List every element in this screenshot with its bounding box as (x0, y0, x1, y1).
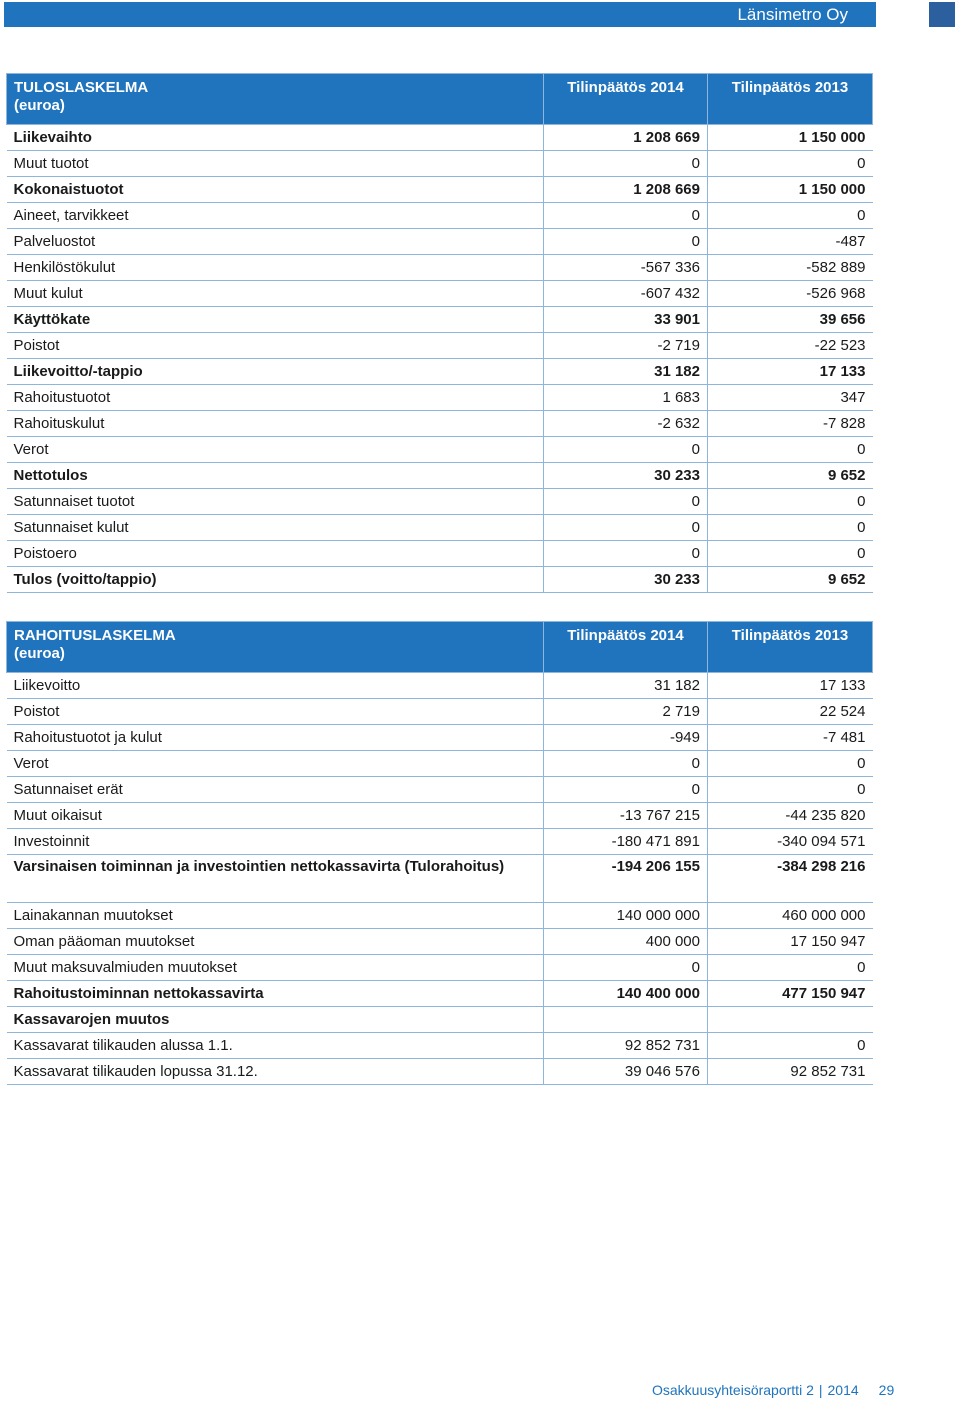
value-2013: -22 523 (708, 333, 873, 359)
table-row (7, 673, 873, 699)
table-row (7, 981, 873, 1007)
value-2014: 0 (544, 437, 708, 463)
table-row (7, 699, 873, 725)
row-label: Satunnaiset kulut (7, 515, 544, 541)
value-2013: -582 889 (708, 255, 873, 281)
value-2013: 0 (708, 203, 873, 229)
value-2013: 9 652 (708, 463, 873, 489)
value-2013: 0 (708, 515, 873, 541)
table-row (7, 829, 873, 855)
value-2013: 0 (708, 489, 873, 515)
row-label: Oman pääoman muutokset (7, 929, 544, 955)
value-2014: 1 683 (544, 385, 708, 411)
value-2013: 347 (708, 385, 873, 411)
value-2013: 92 852 731 (708, 1059, 873, 1085)
row-label: Muut maksuvalmiuden muutokset (7, 955, 544, 981)
table-row (7, 803, 873, 829)
value-2013: -487 (708, 229, 873, 255)
value-2014: 39 046 576 (544, 1059, 708, 1085)
row-label: Rahoituskulut (7, 411, 544, 437)
row-label: Henkilöstökulut (7, 255, 544, 281)
value-2013: 17 133 (708, 359, 873, 385)
value-2014: -2 719 (544, 333, 708, 359)
cash-flow-title: RAHOITUSLASKELMA (euroa) (7, 622, 544, 673)
table-row (7, 307, 873, 333)
value-2014: 1 208 669 (544, 125, 708, 151)
table-row (7, 151, 873, 177)
row-label: Liikevoitto (7, 673, 544, 699)
value-2013: -340 094 571 (708, 829, 873, 855)
value-2013: 39 656 (708, 307, 873, 333)
row-label: Liikevoitto/-tappio (7, 359, 544, 385)
column-header-2013: Tilinpäätös 2013 (708, 74, 873, 125)
table-row (7, 929, 873, 955)
table-row (7, 281, 873, 307)
value-2013: -384 298 216 (708, 855, 873, 903)
footer-separator: | (818, 1382, 823, 1398)
table-row (7, 1007, 873, 1033)
value-2014: 140 000 000 (544, 903, 708, 929)
value-2013: -526 968 (708, 281, 873, 307)
value-2013: 22 524 (708, 699, 873, 725)
row-label: Rahoitustuotot ja kulut (7, 725, 544, 751)
table-row (7, 725, 873, 751)
value-2014: -607 432 (544, 281, 708, 307)
row-label: Lainakannan muutokset (7, 903, 544, 929)
table-row (7, 385, 873, 411)
value-2013: -7 481 (708, 725, 873, 751)
value-2014: 0 (544, 777, 708, 803)
value-2013: 1 150 000 (708, 125, 873, 151)
value-2014: -13 767 215 (544, 803, 708, 829)
table-row (7, 1059, 873, 1085)
table-row (7, 333, 873, 359)
table-row (7, 359, 873, 385)
value-2014: 0 (544, 151, 708, 177)
table-row (7, 515, 873, 541)
value-2013: 17 133 (708, 673, 873, 699)
row-label: Nettotulos (7, 463, 544, 489)
value-2014: 140 400 000 (544, 981, 708, 1007)
page-footer (652, 1382, 894, 1398)
row-label: Kokonaistuotot (7, 177, 544, 203)
value-2014: -180 471 891 (544, 829, 708, 855)
value-2013: 0 (708, 151, 873, 177)
table-row (7, 125, 873, 151)
value-2013: 0 (708, 437, 873, 463)
table-row (7, 777, 873, 803)
table-row (7, 177, 873, 203)
cash-flow-table (6, 621, 873, 1085)
table-row (7, 955, 873, 981)
table-row (7, 903, 873, 929)
row-label: Poistot (7, 699, 544, 725)
value-2013: 477 150 947 (708, 981, 873, 1007)
publication-year: 2014 (827, 1382, 859, 1398)
value-2014: -2 632 (544, 411, 708, 437)
row-label: Verot (7, 751, 544, 777)
value-2013 (708, 1007, 873, 1033)
value-2013: 1 150 000 (708, 177, 873, 203)
value-2014: 0 (544, 203, 708, 229)
table-row (7, 855, 873, 903)
value-2014: 0 (544, 955, 708, 981)
row-label: Rahoitustoiminnan nettokassavirta (7, 981, 544, 1007)
value-2014: 92 852 731 (544, 1033, 708, 1059)
table-row (7, 1033, 873, 1059)
row-label: Kassavarat tilikauden alussa 1.1. (7, 1033, 544, 1059)
value-2014: 33 901 (544, 307, 708, 333)
row-label: Palveluostot (7, 229, 544, 255)
row-label: Käyttökate (7, 307, 544, 333)
table-row (7, 203, 873, 229)
value-2013: 0 (708, 1033, 873, 1059)
row-label: Kassavarat tilikauden lopussa 31.12. (7, 1059, 544, 1085)
table-row (7, 489, 873, 515)
income-statement-header (7, 74, 873, 125)
value-2013: 460 000 000 (708, 903, 873, 929)
value-2013: 0 (708, 955, 873, 981)
column-header-2014: Tilinpäätös 2014 (544, 622, 708, 673)
value-2014: 30 233 (544, 567, 708, 593)
table-row (7, 567, 873, 593)
row-label: Satunnaiset tuotot (7, 489, 544, 515)
row-label: Verot (7, 437, 544, 463)
column-header-2014: Tilinpäätös 2014 (544, 74, 708, 125)
row-label: Tulos (voitto/tappio) (7, 567, 544, 593)
value-2014: 0 (544, 489, 708, 515)
row-label: Poistot (7, 333, 544, 359)
value-2014: 1 208 669 (544, 177, 708, 203)
value-2014: 2 719 (544, 699, 708, 725)
row-label: Varsinaisen toiminnan ja investointien nettokassavirta (Tulorahoitus) (7, 855, 544, 903)
cash-flow-header (7, 622, 873, 673)
value-2014: 30 233 (544, 463, 708, 489)
value-2014: 31 182 (544, 359, 708, 385)
company-title: Länsimetro Oy (737, 5, 848, 24)
page-number: 29 (878, 1382, 895, 1398)
table-row (7, 463, 873, 489)
table-row (7, 751, 873, 777)
value-2013: 9 652 (708, 567, 873, 593)
row-label: Muut oikaisut (7, 803, 544, 829)
column-header-2013: Tilinpäätös 2013 (708, 622, 873, 673)
row-label: Kassavarojen muutos (7, 1007, 544, 1033)
value-2014: -194 206 155 (544, 855, 708, 903)
value-2014 (544, 1007, 708, 1033)
publication-name: Osakkuusyhteisöraportti 2 (652, 1382, 814, 1398)
corner-marker (929, 2, 955, 27)
table-row (7, 255, 873, 281)
table-row (7, 229, 873, 255)
income-statement-title: TULOSLASKELMA (euroa) (7, 74, 544, 125)
value-2014: -567 336 (544, 255, 708, 281)
table-row (7, 411, 873, 437)
income-statement-table (6, 73, 873, 593)
row-label: Satunnaiset erät (7, 777, 544, 803)
value-2014: 31 182 (544, 673, 708, 699)
row-label: Rahoitustuotot (7, 385, 544, 411)
value-2013: -44 235 820 (708, 803, 873, 829)
value-2014: 0 (544, 229, 708, 255)
value-2013: 0 (708, 541, 873, 567)
table-row (7, 541, 873, 567)
value-2013: 17 150 947 (708, 929, 873, 955)
row-label: Investoinnit (7, 829, 544, 855)
row-label: Liikevaihto (7, 125, 544, 151)
value-2013: 0 (708, 751, 873, 777)
row-label: Aineet, tarvikkeet (7, 203, 544, 229)
value-2014: -949 (544, 725, 708, 751)
value-2013: 0 (708, 777, 873, 803)
row-label: Poistoero (7, 541, 544, 567)
value-2014: 0 (544, 515, 708, 541)
value-2014: 400 000 (544, 929, 708, 955)
header-band (4, 2, 876, 27)
row-label: Muut tuotot (7, 151, 544, 177)
value-2014: 0 (544, 751, 708, 777)
value-2014: 0 (544, 541, 708, 567)
table-row (7, 437, 873, 463)
row-label: Muut kulut (7, 281, 544, 307)
value-2013: -7 828 (708, 411, 873, 437)
